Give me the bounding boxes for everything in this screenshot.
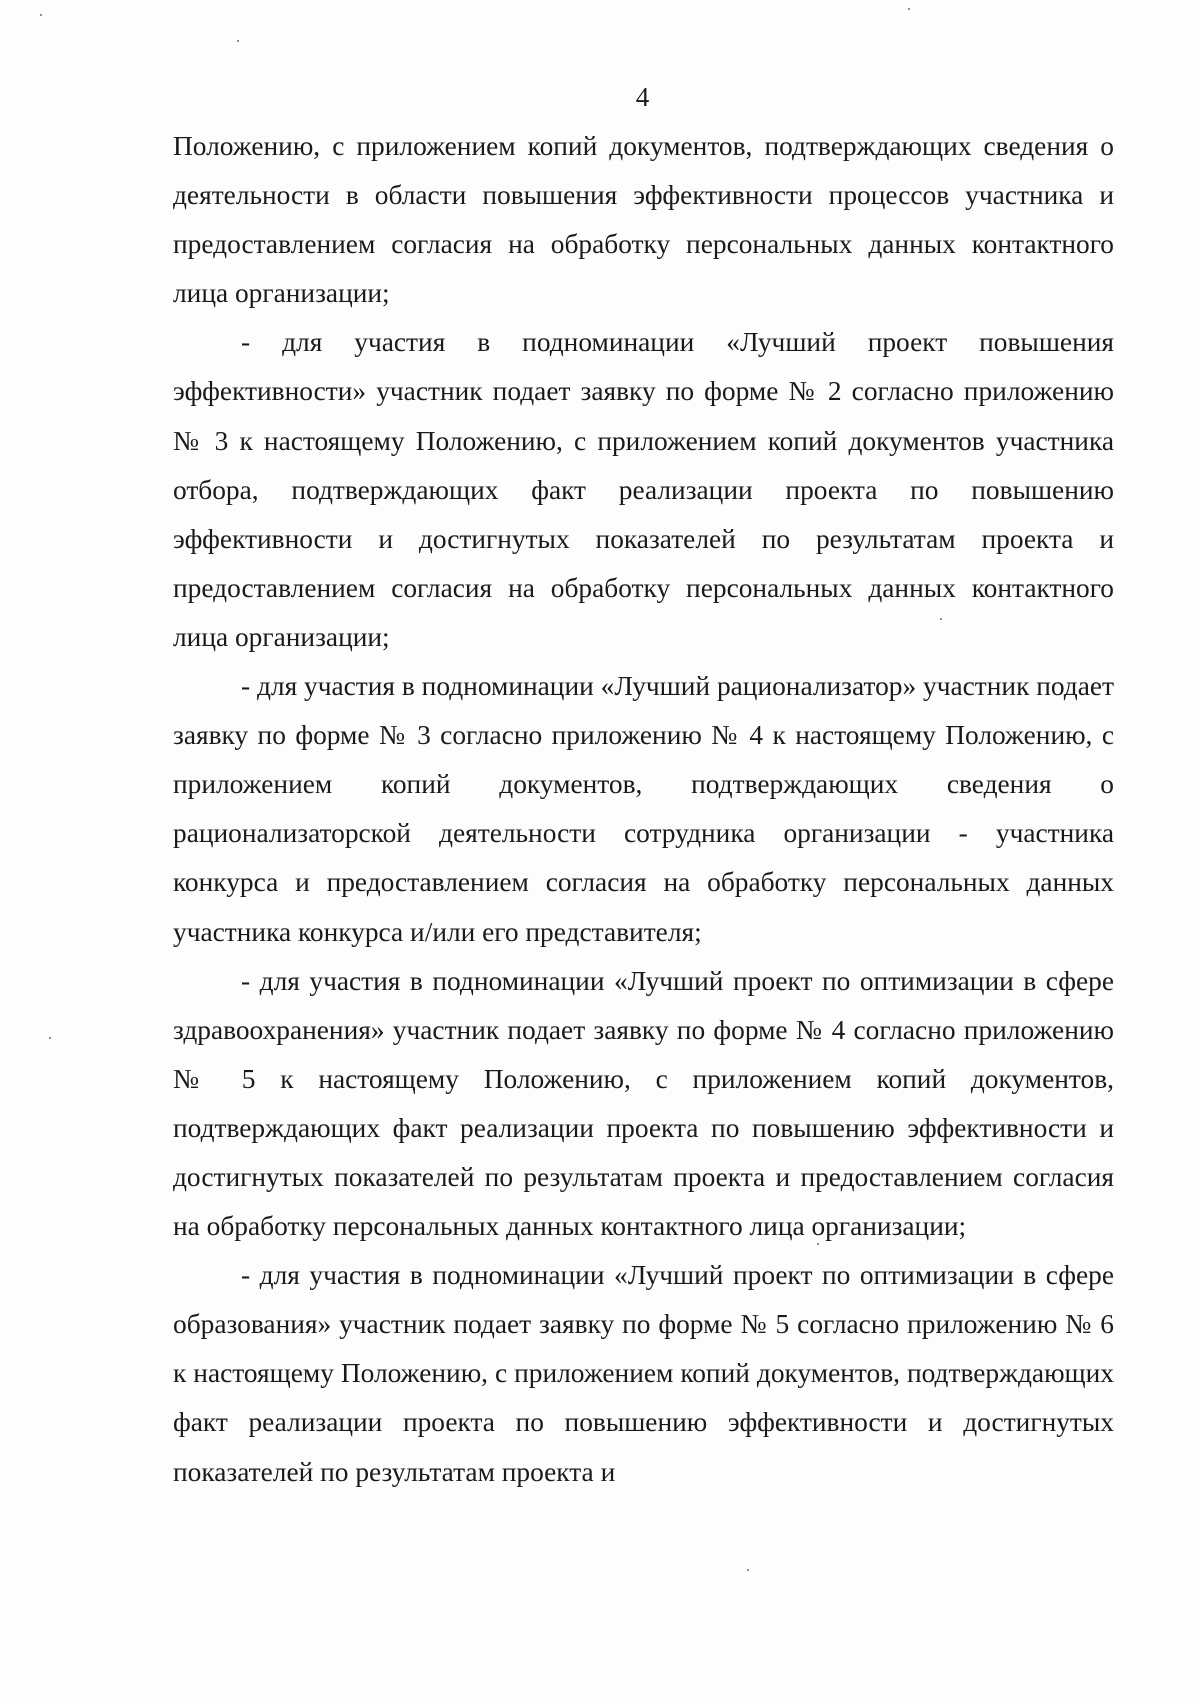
scan-speck xyxy=(747,1569,749,1571)
paragraph-healthcare-optimization: - для участия в подноминации «Лучший проект по оптимизации в сфере здравоохранения» участник подает заявку по форме № 4 согласно приложению № 5 к настоящему Положению, с приложением копий документов, подтверждающих факт реализации проекта по повышению эффективности и достигнутых показателей по результатам проекта и предоставлением согласия на обработку персональных данных контактного лица организации; xyxy=(173,965,1114,1242)
document-body xyxy=(173,122,1114,1497)
scan-speck xyxy=(940,618,942,620)
scan-speck xyxy=(49,1037,51,1039)
paragraph-continuation: Положению, с приложением копий документов, подтверждающих сведения о деятельности в области повышения эффективности процессов участника и предоставлением согласия на обработку персональных данных контактного лица организации; xyxy=(173,131,1114,309)
paragraph-best-rationalizer: - для участия в подноминации «Лучший рационализатор» участник подает заявку по форме № 3 согласно приложению № 4 к настоящему Положению, с приложением копий документов, подтверждающих сведения о рационализаторской деятельности сотрудника организации - участника конкурса и предоставлением согласия на обработку персональных данных участника конкурса и/или его представителя; xyxy=(173,671,1115,947)
paragraph-education-optimization: - для участия в подноминации «Лучший проект по оптимизации в сфере образования» участник подает заявку по форме № 5 согласно приложению № 6 к настоящему Положению, с приложением копий документов, подтверждающих факт реализации проекта по повышению эффективности и достигнутых показателей по результатам проекта и xyxy=(173,1260,1114,1487)
paragraph-best-efficiency-project: - для участия в подноминации «Лучший проект повышения эффективности» участник подает заявку по форме № 2 согласно приложению № 3 к настоящему Положению, с приложением копий документов участника отбора, подтверждающих факт реализации проекта по повышению эффективности и достигнутых показателей по результатам проекта и предоставлением согласия на обработку персональных данных контактного лица организации; xyxy=(173,327,1114,652)
scan-speck xyxy=(908,8,910,10)
page-number: 4 xyxy=(635,82,650,112)
scan-speck xyxy=(40,14,42,16)
scan-speck xyxy=(237,40,239,42)
scan-speck xyxy=(817,1243,819,1245)
